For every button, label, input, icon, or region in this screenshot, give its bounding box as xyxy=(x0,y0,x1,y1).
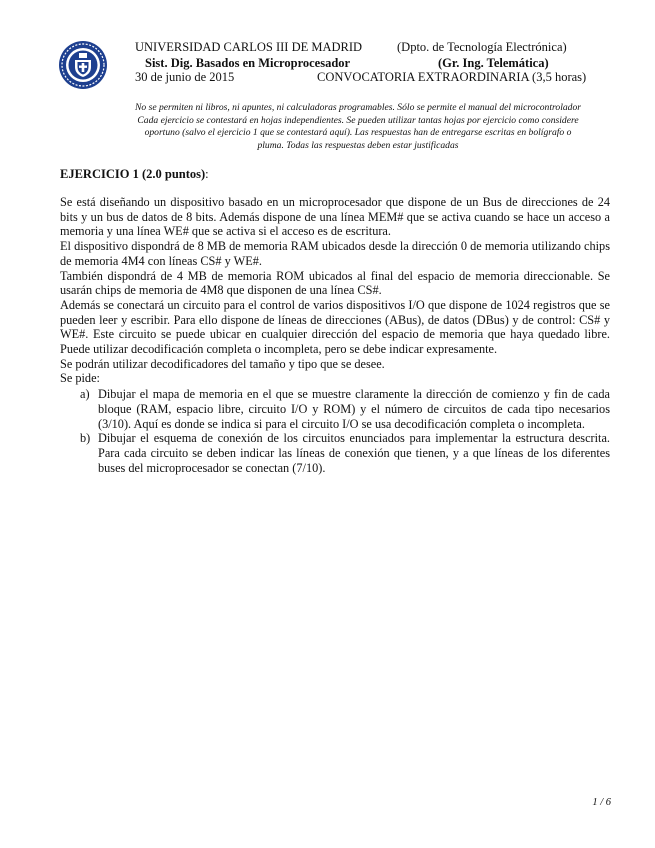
rules-line: oportuno (salvo el ejercicio 1 que se contestará aquí). Las respuestas han de entregarse escritas en bolígrafo o xyxy=(144,127,572,138)
exercise-paragraph: Además se conectará un circuito para el control de varios dispositivos I/O que dispone de 1024 registros que se pueden leer y escribir. Para ello dispone de líneas de direcciones (ABus), de datos (DBus) y de control: CS# y WE#. Este circuito se puede ubicar en cualquier dirección del espacio de memoria que haya quedado libre. Puede utilizar decodificación completa o incompleta, pero se debe indicar expresamente. xyxy=(60,297,610,357)
exercise-paragraph: El dispositivo dispondrá de 8 MB de memoria RAM ubicados desde la dirección 0 de memoria utilizando chips de memoria 4M4 con líneas CS# y WE#. xyxy=(60,239,610,268)
exercise-title: EJERCICIO 1 (2.0 puntos) xyxy=(60,167,206,181)
exercise-title-suffix: : xyxy=(205,167,209,181)
exercise-prompt: Se pide: xyxy=(60,371,100,386)
item-text: Dibujar el esquema de conexión de los circuitos enunciados para implementar la estructura descrita. Para cada circuito se deben indicar las líneas de conexión que tienen, y a que líneas de los diferentes buses del microprocesador se conectan (7/10). xyxy=(98,431,610,475)
page-number: 1 / 6 xyxy=(592,797,611,808)
exercise-title-row xyxy=(60,167,209,182)
rules-line: No se permiten ni libros, ni apuntes, ni calculadoras programables. Sólo se permite el manual del microcontrolador xyxy=(135,102,581,113)
exercise-item xyxy=(60,387,610,431)
rules-line: Cada ejercicio se contestará en hojas independientes. Se pueden utilizar tantas hojas por ejercicio como considere xyxy=(137,114,579,126)
rules-line: pluma. Todas las respuestas deben estar justificadas xyxy=(257,139,459,151)
course-name: Sist. Dig. Basados en Microprocesador xyxy=(145,56,351,70)
university-name: UNIVERSIDAD CARLOS III DE MADRID xyxy=(135,40,363,54)
exercise-paragraph: Se está diseñando un dispositivo basado en un microprocesador que dispone de un Bus de direcciones de 24 bits y un bus de datos de 8 bits. Además dispone de una línea MEM# que se activa cuando se hace un acceso a memoria y una línea WE# que se activa si el acceso es de escritura. xyxy=(60,195,610,239)
exam-date: 30 de junio de 2015 xyxy=(135,70,235,84)
degree-name: (Gr. Ing. Telemática) xyxy=(438,56,549,70)
department-name: (Dpto. de Tecnología Electrónica) xyxy=(397,40,567,54)
exercise-body xyxy=(60,195,610,475)
university-seal-icon xyxy=(58,40,108,90)
item-marker: b) xyxy=(80,431,91,446)
exam-session: CONVOCATORIA EXTRAORDINARIA (3,5 horas) xyxy=(317,70,587,84)
item-text: Dibujar el mapa de memoria en el que se muestre claramente la dirección de comienzo y fin de cada bloque (RAM, espacio libre, circuito I/O y ROM) y el número de circuitos de cada tipo necesarios (3/10). Aquí es donde se indica si para el circuito I/O se usa decodificación completa o incompleta. xyxy=(98,387,610,431)
exercise-paragraph: También dispondrá de 4 MB de memoria ROM ubicados al final del espacio de memoria direccionable. Se usarán chips de memoria de 4M8 que disponen de una línea CS#. xyxy=(60,268,610,298)
item-marker: a) xyxy=(80,387,90,402)
exam-rules xyxy=(108,102,608,152)
exercise-items xyxy=(60,387,610,475)
exercise-paragraph: Se podrán utilizar decodificadores del tamaño y tipo que se desee. xyxy=(60,356,385,371)
exercise-item xyxy=(60,431,610,475)
